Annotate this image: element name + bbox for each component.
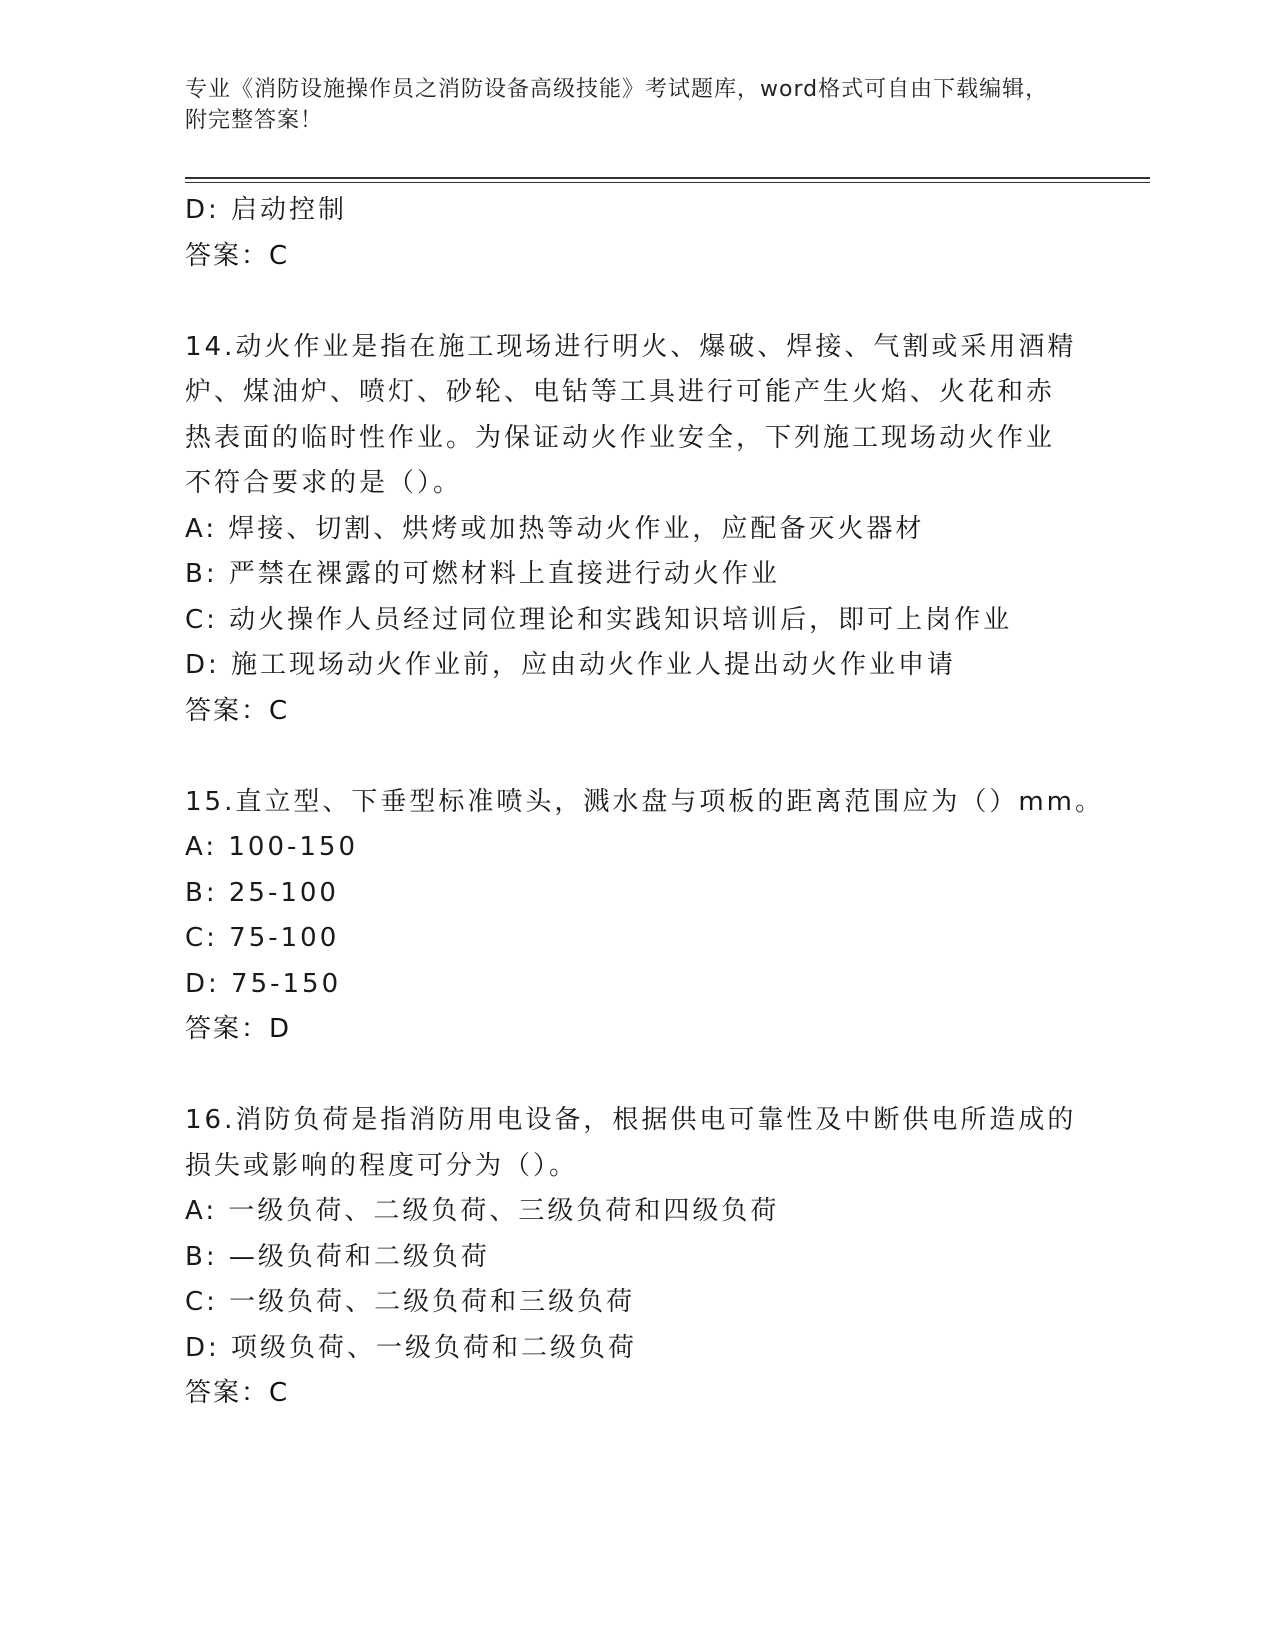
spacer — [185, 734, 1085, 780]
question-stem-line: 热表面的临时性作业。为保证动火作业安全，下列施工现场动火作业 — [185, 422, 1056, 453]
question-stem-line: 炉、煤油炉、喷灯、砂轮、电钻等工具进行可能产生火焰、火花和赤 — [185, 377, 1056, 407]
option-d: D: 施工现场动火作业前，应由动火作业人提出动火作业申请 — [185, 650, 957, 680]
answer: 答案：C — [185, 695, 290, 726]
option-b: B: 严禁在裸露的可燃材料上直接进行动火作业 — [185, 559, 780, 589]
option-a: A: 100-150 — [185, 832, 358, 862]
option-b: B: —级负荷和二级负荷 — [185, 1241, 490, 1272]
spacer — [185, 1053, 1085, 1099]
option-d: D: 项级负荷、一级负荷和二级负荷 — [185, 1332, 638, 1363]
header-divider-thin — [185, 182, 1150, 183]
option-c: C: 动火操作人员经过同位理论和实践知识培训后，即可上岗作业 — [185, 604, 1013, 635]
question-15 — [185, 780, 1105, 1053]
spacer — [185, 279, 1085, 325]
question-stem-line: 15.直立型、下垂型标准喷头，溅水盘与项板的距离范围应为（）mm。 — [185, 786, 1105, 817]
question-stem-line: 16.消防负荷是指消防用电设备，根据供电可靠性及中断供电所造成的 — [185, 1105, 1077, 1135]
option-a: A: 焊接、切割、烘烤或加热等动火作业，应配备灭火器材 — [185, 513, 925, 544]
header-divider-thick — [185, 177, 1150, 179]
question-14 — [185, 325, 1085, 735]
question-stem-line: 损失或影响的程度可分为（）。 — [185, 1150, 579, 1181]
option-b: B: 25-100 — [185, 877, 339, 908]
answer: 答案：C — [185, 1378, 290, 1408]
question-16 — [185, 1098, 1085, 1417]
question-stem-line: 14.动火作业是指在施工现场进行明火、爆破、焊接、气割或采用酒精 — [185, 331, 1077, 362]
option-c: C: 75-100 — [185, 923, 340, 953]
page-header: 专业《消防设施操作员之消防设备高级技能》考试题库，word格式可自由下载编辑，附完整答案！ — [185, 77, 1049, 133]
prev-answer: 答案：C — [185, 240, 290, 271]
question-stem-line: 不符合要求的是（）。 — [185, 468, 463, 498]
option-c: C: 一级负荷、二级负荷和三级负荷 — [185, 1287, 636, 1317]
option-a: A: 一级负荷、二级负荷、三级负荷和四级负荷 — [185, 1196, 780, 1226]
option-d: D: 75-150 — [185, 968, 342, 999]
prev-option-d: D: 启动控制 — [185, 195, 348, 225]
question-content — [185, 188, 1105, 1417]
answer: 答案：D — [185, 1014, 292, 1044]
